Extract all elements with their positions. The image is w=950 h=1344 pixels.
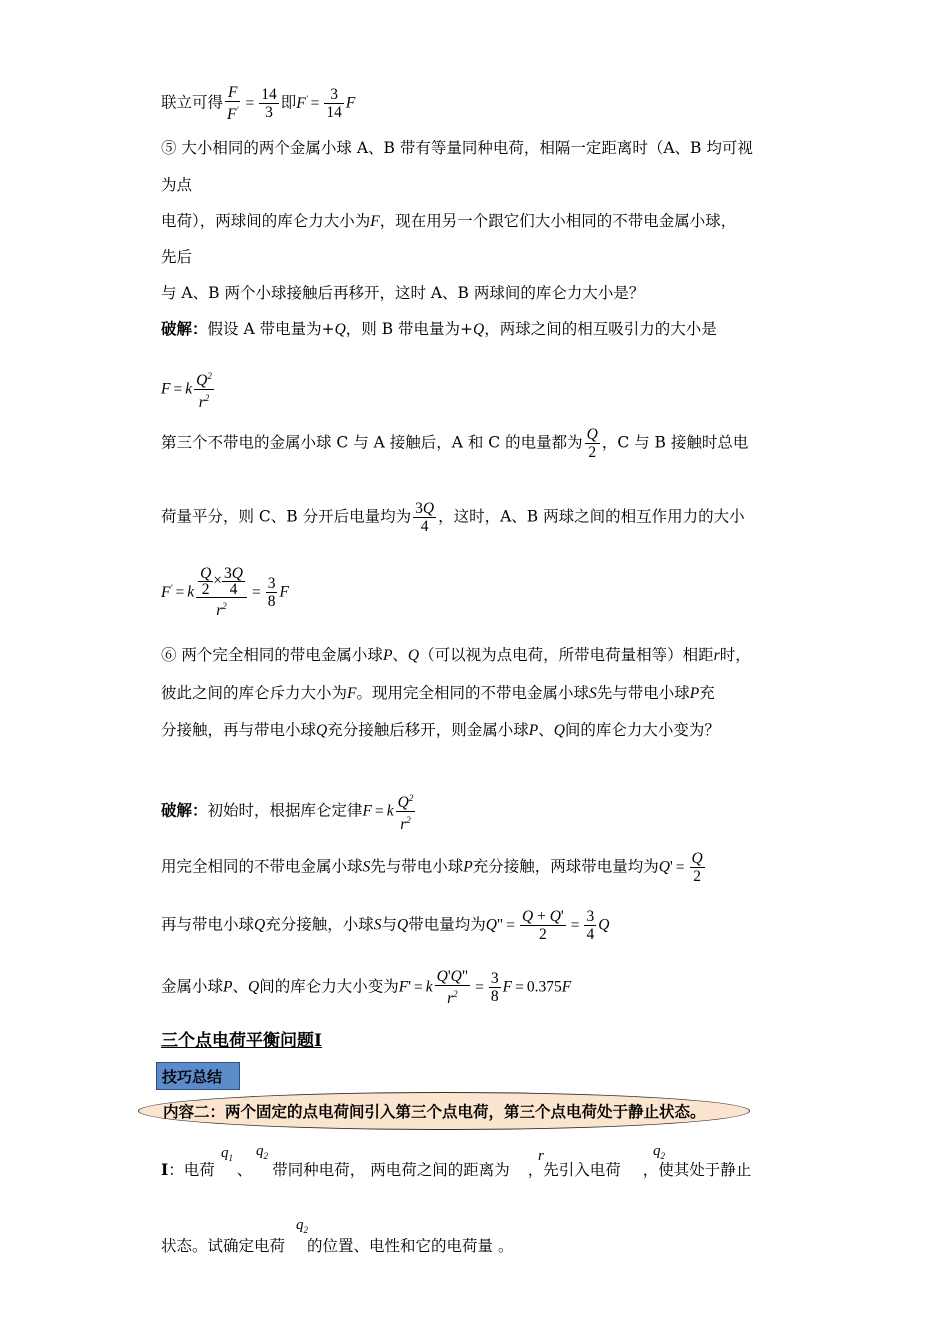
q5-line4: 先后: [161, 248, 193, 266]
fraction-q-over-2: $\frac{Q}{2}$: [586, 426, 598, 461]
q2-symbol-a: $q_2$: [256, 1143, 268, 1161]
q6-line3: 分接触，再与带电小球Q充分接触后移开，则金属小球P、Q间的库仑力大小变为？: [161, 721, 720, 739]
problem-line1: I：电荷 、 带同种电荷， 两电荷之间的距离为 ，先引入电荷 ，使其处于静止: [161, 1160, 752, 1179]
q5-line1: ⑤ 大小相同的两个金属小球 A、B 带有等量同种电荷，相隔一定距离时（A、B 均可视: [161, 139, 753, 157]
q1-symbol: $q_1$: [221, 1145, 233, 1163]
s5-formula-fprime: F′ = k $\frac{Q}{2}$ × $\frac{3Q}{4}$ $r^2$ = $\frac{3}{8}$ F: [161, 565, 289, 620]
s6-line1: 破解：初始时，根据库仑定律F = k $\frac{Q^2}{r^2}$: [161, 793, 414, 834]
s6-line2: 用完全相同的不带电金属小球S先与带电小球P充分接触，两球带电量均为Q' = $\frac{Q}{2}$: [161, 850, 703, 885]
q2-symbol-c: $q_2$: [296, 1217, 308, 1235]
q6-line2: 彼此之间的库仑斥力大小为F。现用完全相同的不带电金属小球S先与带电小球P充: [161, 684, 715, 702]
q5-line5: 与 A、B 两个小球接触后再移开，这时 A、B 两球间的库仑力大小是？: [161, 284, 645, 302]
fraction-3q-over-4: $\frac{3Q}{4}$: [415, 500, 435, 535]
s5-intro: 破解：假设 A 带电量为+Q，则 B 带电量为+Q，两球之间的相互吸引力的大小是: [161, 319, 717, 338]
combined-result-line: 联立可得 $\frac{F}{F'}$ = $\frac{14}{3}$ 即F′ = $\frac{3}{14}$ F: [161, 84, 356, 124]
q5-line2: 为点: [161, 176, 193, 194]
s6-line4: 金属小球P、Q间的库仑力大小变为F' = k $\frac{Q'Q"}{r^2}$ = $\frac{3}{8}$ F = 0.375F: [161, 968, 572, 1008]
section-heading: 三个点电荷平衡问题Ⅰ: [161, 1031, 322, 1051]
fraction-f-over-fprime: $\frac{F}{F'}$: [227, 84, 239, 124]
s6-line3: 再与带电小球Q充分接触，小球S与Q带电量均为Q" = $\frac{Q + Q'}{2}$ = $\frac{3}{4}$ Q: [161, 908, 610, 943]
s5-line-c: 第三个不带电的金属小球 C 与 A 接触后，A 和 C 的电量都为 $\frac{Q}{2}$ ，C 与 B 接触时总电: [161, 426, 749, 461]
s5-formula-f: F = k $\frac{Q^2}{r^2}$: [161, 371, 212, 412]
fraction-3-over-14: $\frac{3}{14}$: [326, 86, 342, 122]
q5-line3: 电荷），两球间的库仑力大小为F，现在用另一个跟它们大小相同的不带电金属小球，: [161, 212, 737, 230]
fraction-14-over-3: $\frac{14}{3}$: [261, 86, 277, 122]
s5-line-d: 荷量平分，则 C、B 分开后电量均为 $\frac{3Q}{4}$ ，这时，A、B 两球之间的相互作用力的大小: [161, 500, 745, 535]
r-symbol: r: [538, 1148, 544, 1164]
skill-summary-tag: 技巧总结: [156, 1062, 240, 1090]
q6-line1: ⑥ 两个完全相同的带电金属小球P、Q（可以视为点电荷，所带电荷量相等）相距r时，: [161, 646, 751, 664]
problem-line2: 状态。试确定电荷 的位置、电性和它的电荷量 。: [161, 1237, 514, 1255]
q2-symbol-b: $q_2$: [653, 1143, 665, 1161]
content-two-oval: 内容二：两个固定的点电荷间引入第三个点电荷，第三个点电荷处于静止状态。: [138, 1092, 750, 1130]
